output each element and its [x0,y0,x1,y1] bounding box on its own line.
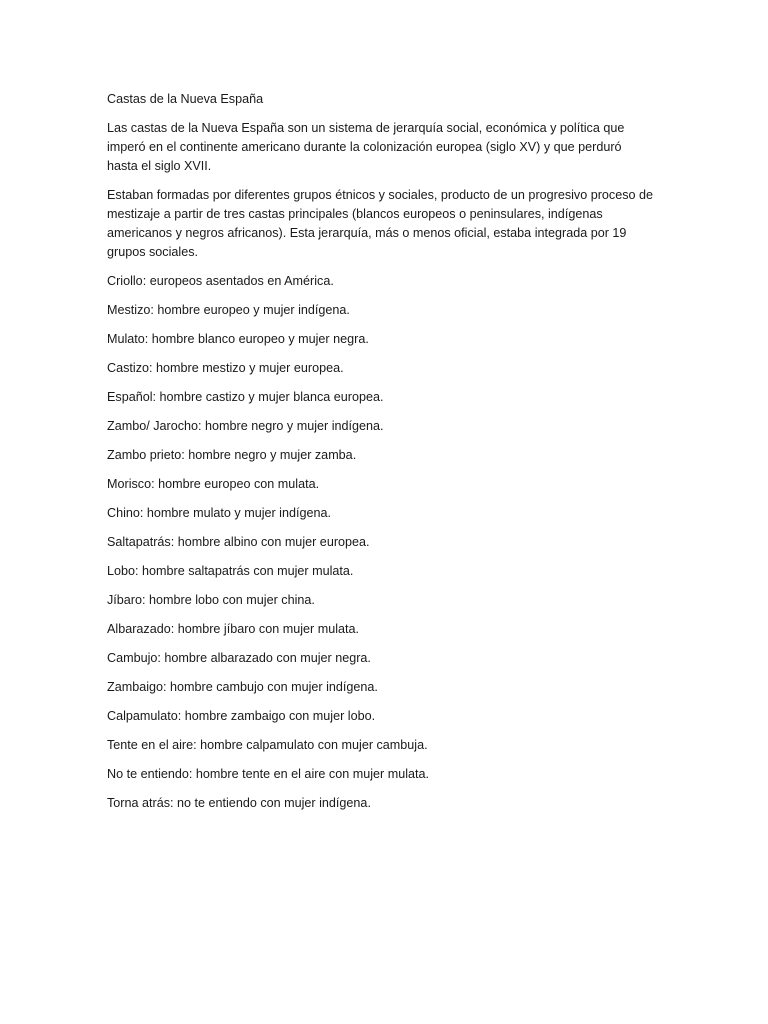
caste-item: Calpamulato: hombre zambaigo con mujer lobo. [107,709,376,723]
caste-item: Castizo: hombre mestizo y mujer europea. [107,361,344,375]
caste-item: Zambaigo: hombre cambujo con mujer indígena. [107,680,378,694]
caste-item: Criollo: europeos asentados en América. [107,274,334,288]
caste-item: Cambujo: hombre albarazado con mujer negra. [107,651,371,665]
caste-item: Saltapatrás: hombre albino con mujer europea. [107,535,370,549]
description-paragraph: Estaban formadas por diferentes grupos étnicos y sociales, producto de un progresivo proceso de mestizaje a partir de tres castas principales (blancos europeos o peninsulares, indígenas americanos y negros africanos). Esta jerarquía, más o menos oficial, estaba integrada por 19 grupos sociales. [107,188,654,259]
intro-paragraph: Las castas de la Nueva España son un sistema de jerarquía social, económica y política que imperó en el continente americano durante la colonización europea (siglo XV) y que perduró hasta el siglo XVII. [107,121,625,173]
caste-item: Mulato: hombre blanco europeo y mujer negra. [107,332,369,346]
caste-item: Zambo prieto: hombre negro y mujer zamba. [107,448,357,462]
caste-item: Tente en el aire: hombre calpamulato con mujer cambuja. [107,738,428,752]
caste-list [107,272,655,813]
caste-item: Mestizo: hombre europeo y mujer indígena. [107,303,350,317]
caste-item: Lobo: hombre saltapatrás con mujer mulata. [107,564,354,578]
caste-item: Español: hombre castizo y mujer blanca europea. [107,390,384,404]
caste-item: Chino: hombre mulato y mujer indígena. [107,506,332,520]
caste-item: Torna atrás: no te entiendo con mujer indígena. [107,796,371,810]
document-body [107,90,655,823]
caste-item: Albarazado: hombre jíbaro con mujer mulata. [107,622,360,636]
caste-item: Jíbaro: hombre lobo con mujer china. [107,593,315,607]
caste-item: Zambo/ Jarocho: hombre negro y mujer indígena. [107,419,384,433]
caste-item: No te entiendo: hombre tente en el aire con mujer mulata. [107,767,430,781]
document-title: Castas de la Nueva España [107,92,264,106]
caste-item: Morisco: hombre europeo con mulata. [107,477,320,491]
